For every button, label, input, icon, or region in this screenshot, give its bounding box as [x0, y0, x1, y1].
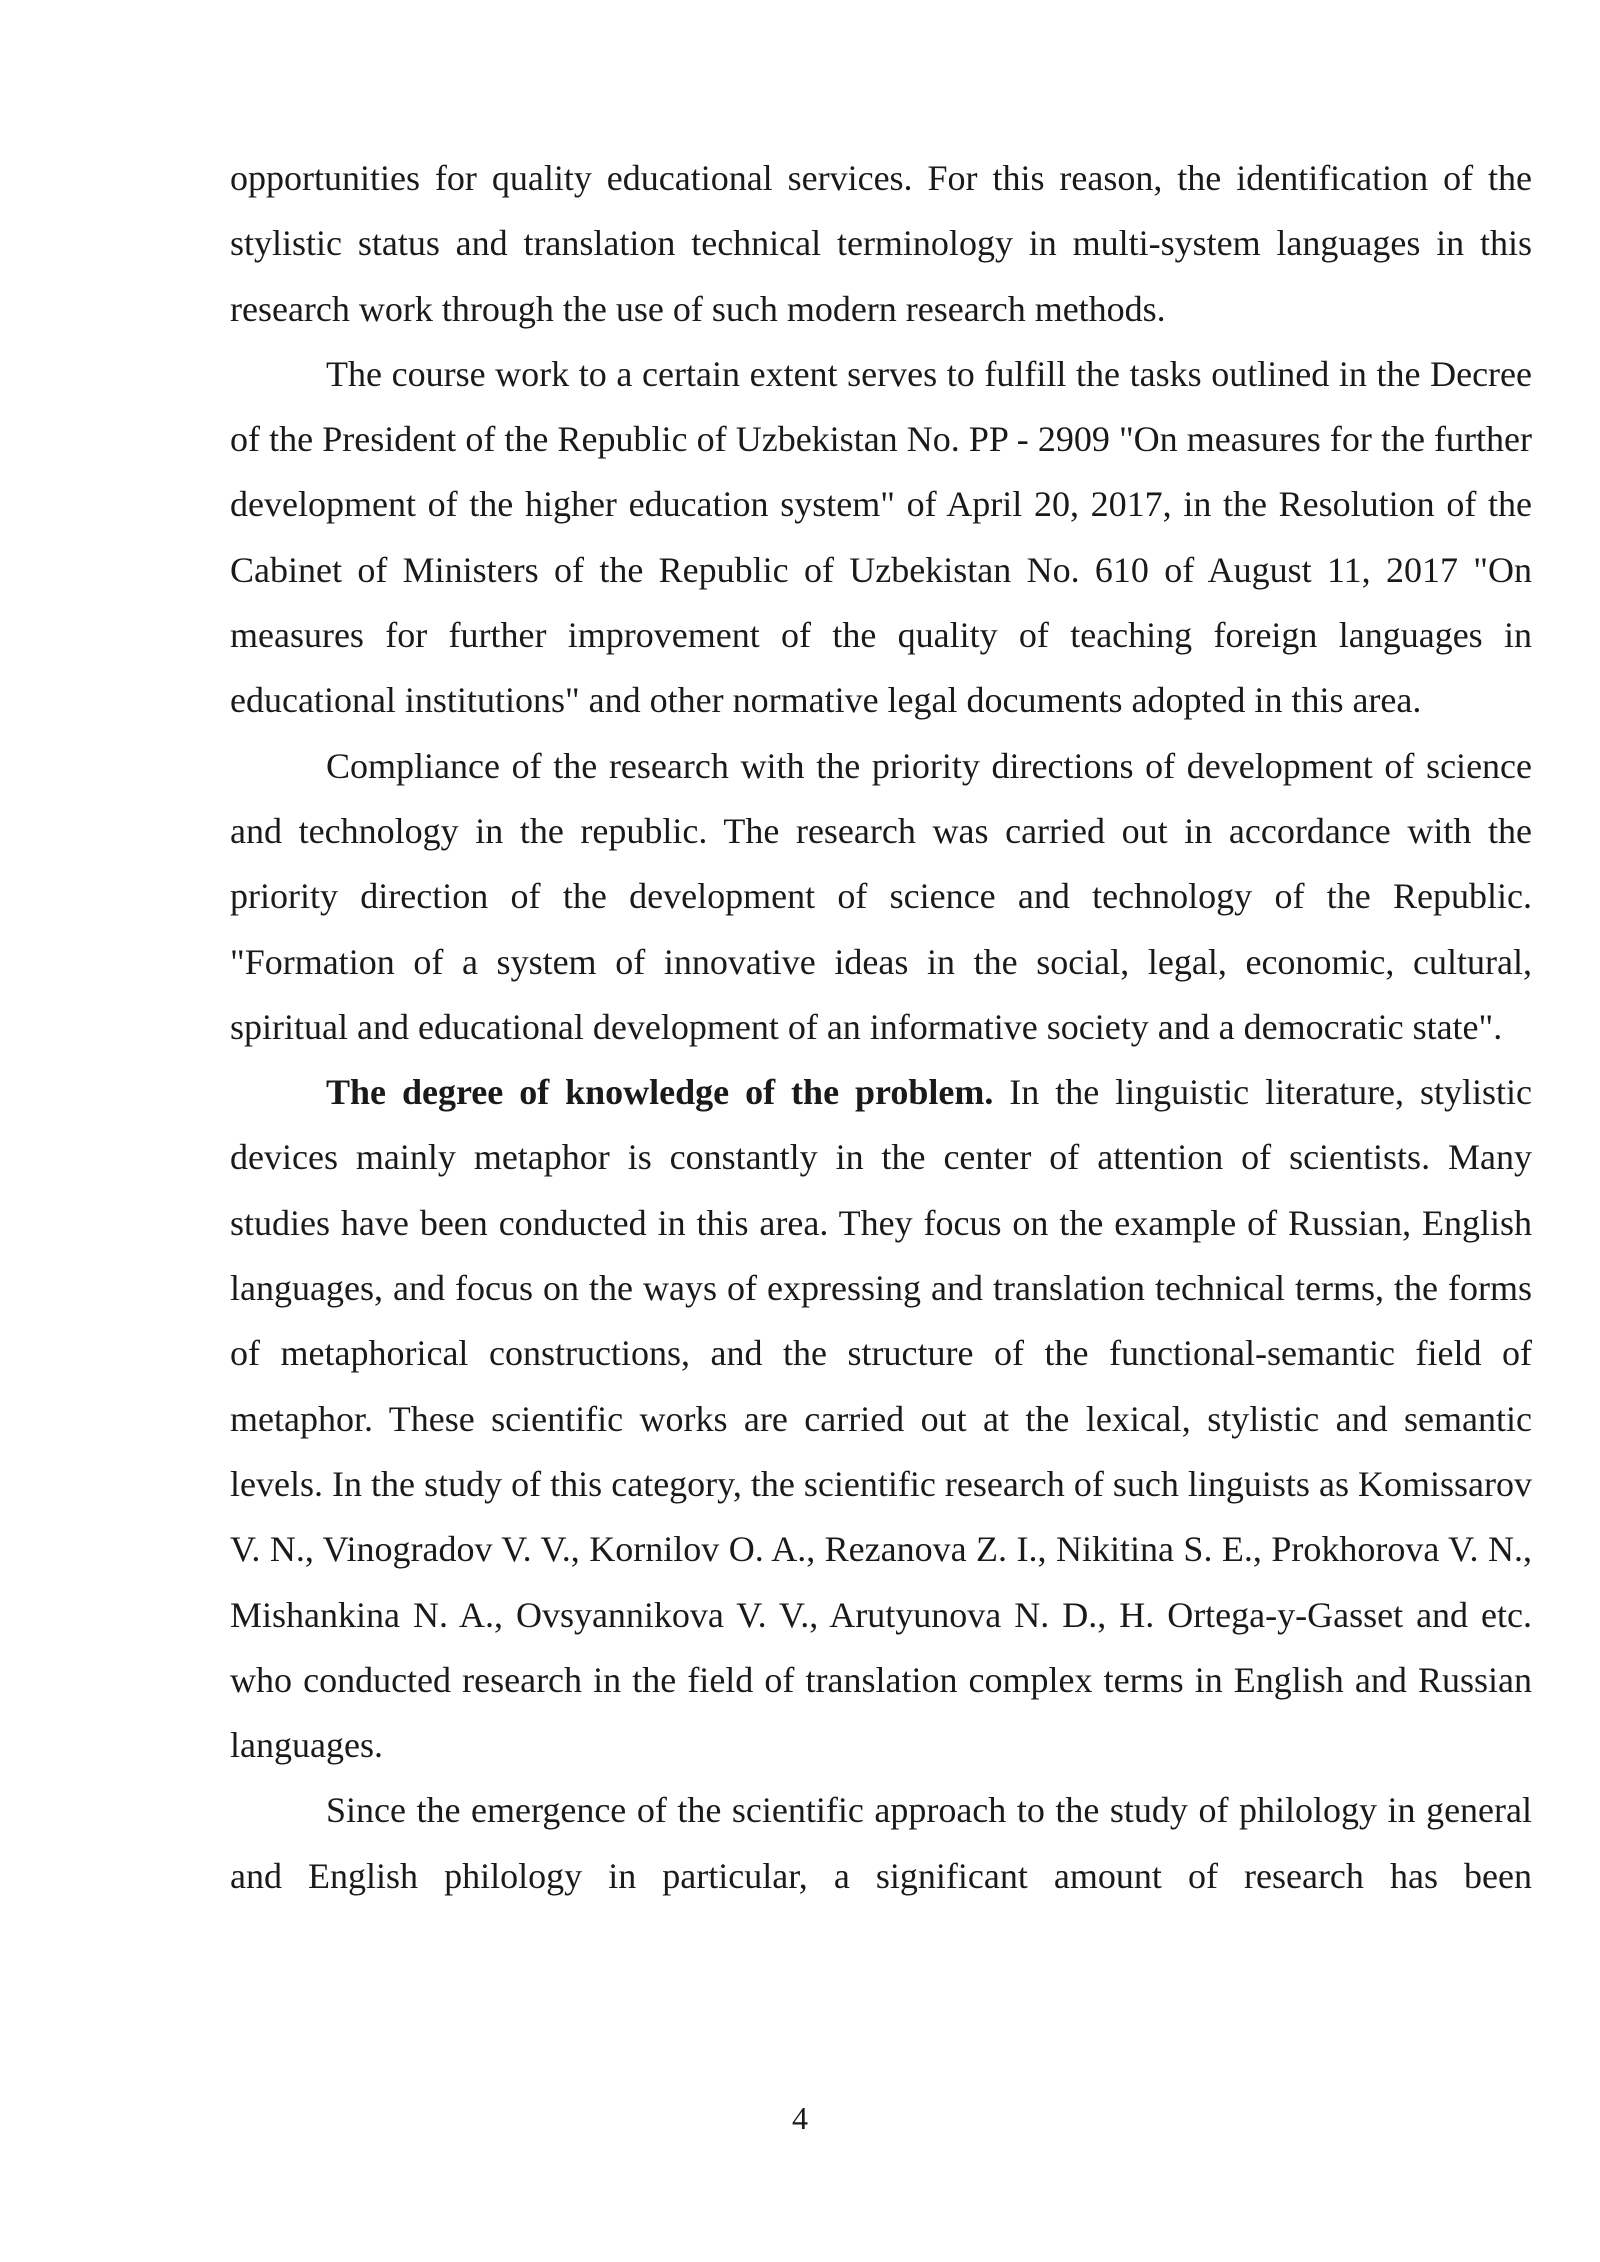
- paragraph-lead-heading: The degree of knowledge of the problem.: [326, 1072, 994, 1113]
- paragraph-text: opportunities for quality educational services. For this reason, the identification of the stylistic status and translation technical terminology in multi-system languages in this research work through the use of such modern research methods.: [230, 158, 1532, 329]
- paragraph-3: [230, 734, 1532, 1060]
- paragraph-text: In the linguistic literature, stylistic devices mainly metaphor is constantly in the center of attention of scientists. Many studies have been conducted in this area. They focus on the example of Russian, English languages, and focus on the ways of expressing and translation technical terms, the forms of metaphorical constructions, and the structure of the functional-semantic field of metaphor. These scientific works are carried out at the lexical, stylistic and semantic levels. In the study of this category, the scientific research of such linguists as Komissarov V. N., Vinogradov V. V., Kornilov O. A., Rezanova Z. I., Nikitina S. E., Prokhorova V. N., Mishankina N. A., Ovsyannikova V. V., Arutyunova N. D., H. Ortega-y-Gasset and etc. who conducted research in the field of translation complex terms in English and Russian languages.: [230, 1072, 1532, 1766]
- paragraph-text: Compliance of the research with the priority directions of development of science and technology in the republic. The research was carried out in accordance with the priority direction of the development of science and technology of the Republic. "Formation of a system of innovative ideas in the social, legal, economic, cultural, spiritual and educational development of an informative society and a democratic state".: [230, 745, 1532, 1047]
- body-text: [230, 146, 1532, 1909]
- paragraph-text: The course work to a certain extent serves to fulfill the tasks outlined in the Decree of the President of the Republic of Uzbekistan No. PP - 2909 "On measures for the further development of the higher education system" of April 20, 2017, in the Resolution of the Cabinet of Ministers of the Republic of Uzbekistan No. 610 of August 11, 2017 "On measures for further improvement of the quality of teaching foreign languages in educational institutions" and other normative legal documents adopted in this area.: [230, 353, 1532, 721]
- paragraph-4: [230, 1060, 1532, 1778]
- page-number: 4: [792, 2100, 808, 2136]
- paragraph-5: [230, 1778, 1532, 1909]
- paragraph-text: Since the emergence of the scientific approach to the study of philology in general and English philology in particular, a significant amount of research has been: [230, 1790, 1532, 1896]
- paragraph-1: [230, 146, 1532, 342]
- paragraph-2: [230, 342, 1532, 734]
